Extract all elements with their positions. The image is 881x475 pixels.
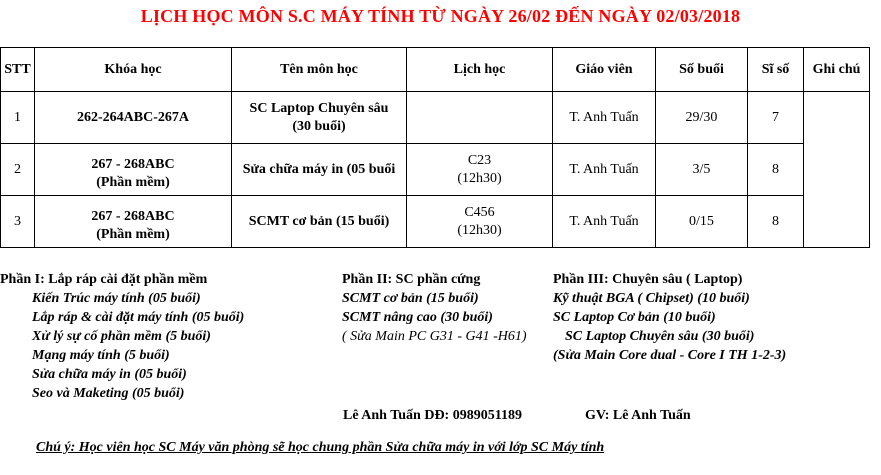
section-note: ( Sửa Main PC G31 - G41 -H61) — [342, 329, 527, 344]
cell-lich-hoc — [407, 144, 553, 196]
course-item: SC Laptop Cơ bản (10 buổi) — [553, 310, 716, 325]
cell-khoa-hoc — [35, 92, 232, 144]
header-giao-vien: Giáo viên — [553, 48, 656, 92]
mon-line-2: (30 buổi) — [292, 118, 346, 134]
header-ghi-chu: Ghi chú — [804, 48, 870, 92]
mon-line-1: Sửa chữa máy in (05 buổi — [242, 161, 396, 177]
table-row — [1, 92, 870, 144]
khoa-line-1: 262-264ABC-267A — [77, 109, 189, 125]
section-heading: Phần II: SC phần cứng — [342, 272, 481, 287]
course-item: Seo và Maketing (05 buổi) — [32, 386, 185, 401]
schedule-table — [0, 47, 870, 248]
cell-giao-vien: T. Anh Tuấn — [553, 92, 656, 144]
cell-so-buoi: 3/5 — [656, 144, 748, 196]
header-ten-mon-hoc: Tên môn học — [232, 48, 407, 92]
khoa-line-2: (Phần mềm) — [96, 226, 170, 242]
cell-so-buoi: 29/30 — [656, 92, 748, 144]
course-item: Mạng máy tính (5 buổi) — [32, 348, 170, 363]
cell-si-so: 8 — [748, 144, 804, 196]
cell-lich-hoc — [407, 196, 553, 248]
khoa-line-2: (Phần mềm) — [96, 174, 170, 190]
section-note: (Sửa Main Core dual - Core I TH 1-2-3) — [553, 348, 787, 363]
teacher-name: GV: Lê Anh Tuấn — [585, 408, 691, 423]
cell-si-so: 7 — [748, 92, 804, 144]
section-part-2 — [342, 270, 527, 346]
lich-line-2: (12h30) — [457, 170, 502, 186]
cell-ghi-chu — [804, 196, 870, 248]
table-row — [1, 144, 870, 196]
cell-stt: 3 — [1, 196, 35, 248]
cell-khoa-hoc — [35, 196, 232, 248]
table-row — [1, 196, 870, 248]
cell-lich-hoc — [407, 92, 553, 144]
cell-stt: 1 — [1, 92, 35, 144]
khoa-line-1: 267 - 268ABC — [91, 208, 175, 224]
header-lich-hoc: Lịch học — [407, 48, 553, 92]
mon-line-1: SC Laptop Chuyên sâu — [249, 100, 389, 116]
course-item: Sửa chữa máy in (05 buổi) — [32, 367, 187, 382]
cell-si-so: 8 — [748, 196, 804, 248]
contact-info: Lê Anh Tuấn DĐ: 0989051189 — [343, 408, 522, 423]
cell-khoa-hoc — [35, 144, 232, 196]
cell-ten-mon-hoc — [232, 92, 407, 144]
course-item: Kiến Trúc máy tính (05 buổi) — [32, 291, 201, 306]
khoa-line-1: 267 - 268ABC — [91, 156, 175, 172]
header-si-so: Sĩ số — [748, 48, 804, 92]
section-part-1 — [0, 270, 244, 403]
course-item: SCMT nâng cao (30 buổi) — [342, 310, 493, 325]
page-title: LỊCH HỌC MÔN S.C MÁY TÍNH TỪ NGÀY 26/02 ĐẾN NGÀY 02/03/2018 — [140, 6, 741, 26]
header-stt: STT — [1, 48, 35, 92]
lich-line-2: (12h30) — [457, 222, 502, 238]
cell-giao-vien: T. Anh Tuấn — [553, 144, 656, 196]
table-header-row — [1, 48, 870, 92]
course-item: SCMT cơ bản (15 buổi) — [342, 291, 479, 306]
course-item: SC Laptop Chuyên sâu (30 buổi) — [565, 329, 755, 344]
course-item: Xử lý sự cố phần mềm (5 buổi) — [32, 329, 211, 344]
section-part-3 — [553, 270, 786, 365]
cell-giao-vien: T. Anh Tuấn — [553, 196, 656, 248]
section-heading: Phần III: Chuyên sâu ( Laptop) — [553, 272, 743, 287]
course-item: Lắp ráp & cài đặt máy tính (05 buổi) — [32, 310, 245, 325]
footer-note: Chú ý: Học viên học SC Máy văn phòng sẽ học chung phần Sửa chữa máy in với lớp SC Máy tính — [36, 440, 605, 455]
cell-so-buoi: 0/15 — [656, 196, 748, 248]
cell-ten-mon-hoc — [232, 196, 407, 248]
lich-line-1: C23 — [467, 152, 492, 168]
cell-ghi-chu — [804, 92, 870, 196]
section-heading: Phần I: Lắp ráp cài đặt phần mềm — [0, 272, 208, 287]
lich-line-1: C456 — [464, 204, 495, 220]
mon-line-1: SCMT cơ bản (15 buổi) — [248, 213, 390, 229]
header-so-buoi: Số buổi — [656, 48, 748, 92]
header-khoa-hoc: Khóa học — [35, 48, 232, 92]
cell-ten-mon-hoc — [232, 144, 407, 196]
cell-stt: 2 — [1, 144, 35, 196]
course-item: Kỹ thuật BGA ( Chipset) (10 buổi) — [553, 291, 750, 306]
